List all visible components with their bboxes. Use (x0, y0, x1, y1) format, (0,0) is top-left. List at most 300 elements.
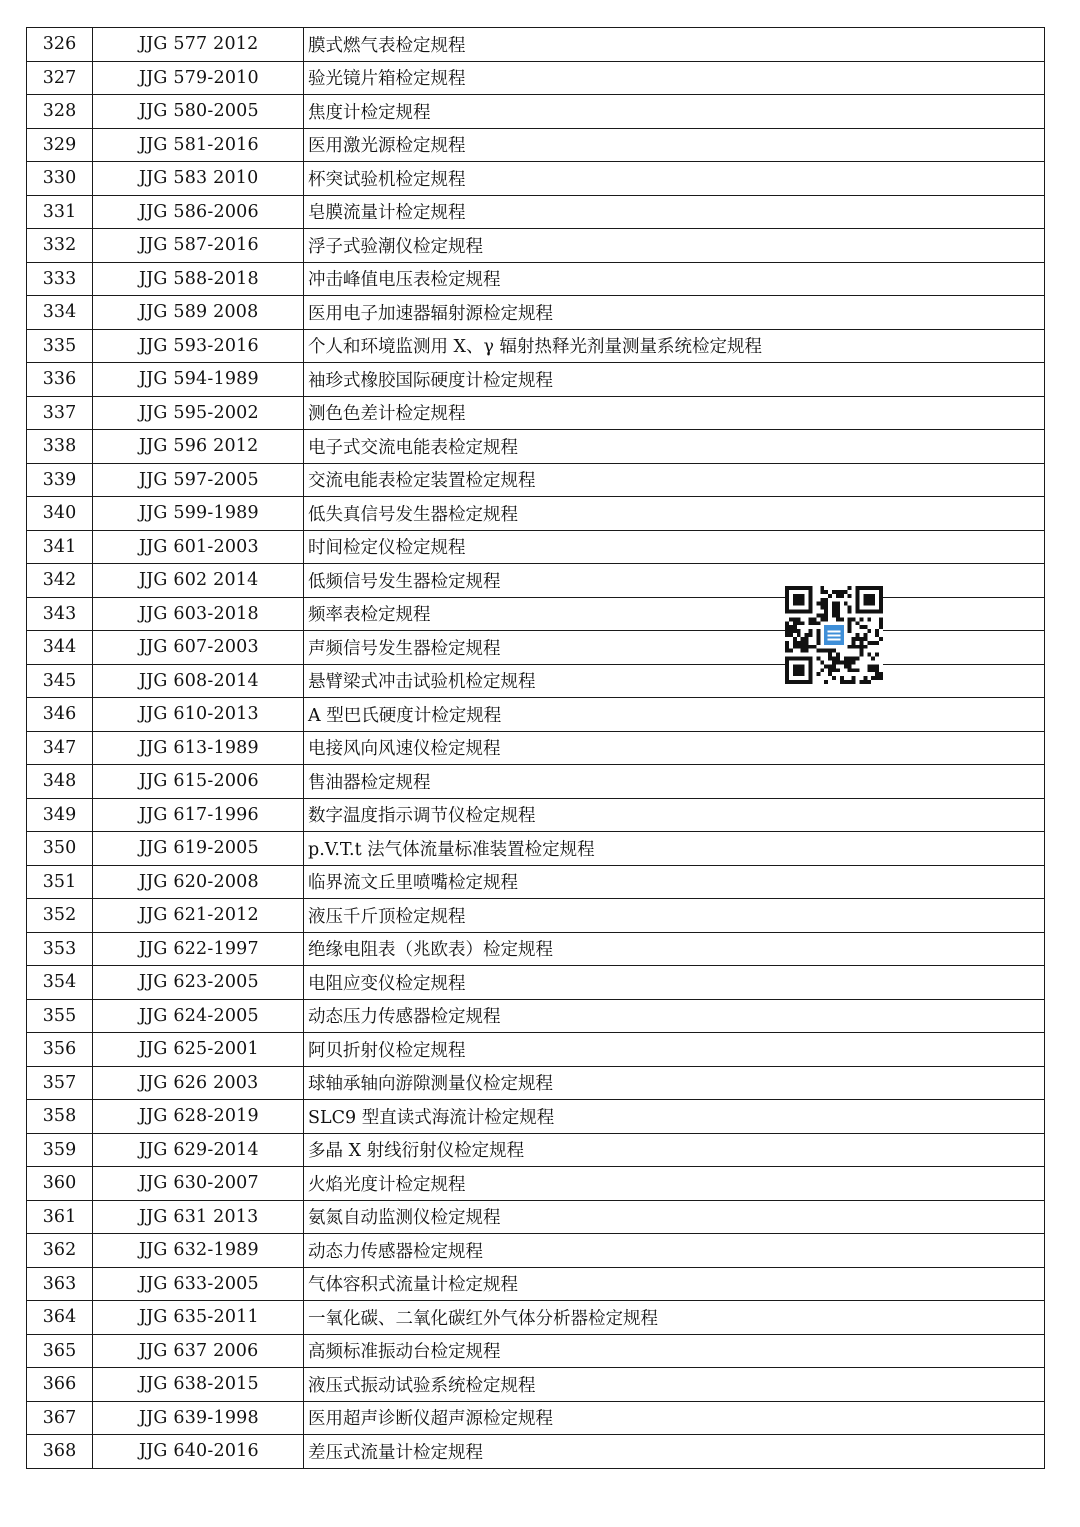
standard-code-cell: JJG 617-1996 (93, 798, 304, 832)
table-row (27, 832, 1045, 866)
qr-module (816, 672, 820, 676)
qr-module (867, 668, 871, 672)
standard-code-cell: JJG 579-2010 (93, 61, 304, 95)
qr-module (852, 637, 856, 641)
qr-module (789, 625, 793, 629)
qr-module (820, 590, 824, 594)
qr-module (844, 657, 848, 661)
qr-module (801, 637, 805, 641)
qr-module (848, 657, 852, 661)
qr-code-graphic (785, 586, 883, 684)
qr-module (852, 657, 856, 661)
qr-module (840, 680, 844, 684)
row-number-cell: 328 (27, 95, 93, 129)
qr-module (812, 621, 816, 625)
qr-module (852, 680, 856, 684)
qr-module (824, 606, 828, 610)
table-row (27, 631, 1045, 665)
standard-code-cell: JJG 607-2003 (93, 631, 304, 665)
qr-module (879, 637, 883, 641)
qr-module (816, 649, 820, 653)
row-number-cell: 368 (27, 1435, 93, 1469)
table-row (27, 1033, 1045, 1067)
qr-module (828, 672, 832, 676)
standard-code-cell: JJG 622-1997 (93, 932, 304, 966)
row-number-cell: 340 (27, 497, 93, 531)
table-row (27, 329, 1045, 363)
table-row (27, 865, 1045, 899)
regulation-name-cell: 个人和环境监测用 X、γ 辐射热释光剂量测量系统检定规程 (304, 329, 1045, 363)
qr-module (797, 645, 801, 649)
qr-module (863, 676, 867, 680)
qr-module (785, 621, 789, 625)
qr-module (848, 664, 852, 668)
qr-module (801, 641, 805, 645)
qr-module (836, 653, 840, 657)
standard-code-cell: JJG 633-2005 (93, 1267, 304, 1301)
qr-module (820, 586, 824, 590)
table-row (27, 664, 1045, 698)
qr-code-icon (785, 586, 883, 684)
qr-module (856, 657, 860, 661)
row-number-cell: 367 (27, 1401, 93, 1435)
qr-module (836, 660, 840, 664)
table-row (27, 1133, 1045, 1167)
regulation-name-cell: 电子式交流电能表检定规程 (304, 430, 1045, 464)
qr-module (816, 641, 820, 645)
row-number-cell: 341 (27, 530, 93, 564)
row-number-cell: 331 (27, 195, 93, 229)
regulation-name-cell: 多晶 X 射线衍射仪检定规程 (304, 1133, 1045, 1167)
qr-module (863, 633, 867, 637)
row-number-cell: 348 (27, 765, 93, 799)
qr-module (828, 594, 832, 598)
row-number-cell: 344 (27, 631, 93, 665)
qr-module (848, 586, 852, 590)
qr-module (856, 637, 860, 641)
regulation-name-cell: 袖珍式橡胶国际硬度计检定规程 (304, 363, 1045, 397)
table-row (27, 363, 1045, 397)
qr-module (867, 617, 871, 621)
regulation-name-cell: 球轴承轴向游隙测量仪检定规程 (304, 1066, 1045, 1100)
regulation-name-cell: 皂膜流量计检定规程 (304, 195, 1045, 229)
qr-module (852, 641, 856, 645)
qr-module (793, 621, 797, 625)
qr-module (844, 680, 848, 684)
qr-module (867, 664, 871, 668)
regulation-name-cell: A 型巴氏硬度计检定规程 (304, 698, 1045, 732)
qr-module (797, 621, 801, 625)
table-row (27, 999, 1045, 1033)
qr-module (844, 590, 848, 594)
qr-module (801, 649, 805, 653)
regulation-name-cell: SLC9 型直读式海流计检定规程 (304, 1100, 1045, 1134)
qr-module (848, 680, 852, 684)
row-number-cell: 347 (27, 731, 93, 765)
qr-module (812, 617, 816, 621)
qr-module (805, 649, 809, 653)
regulation-name-cell: 验光镜片箱检定规程 (304, 61, 1045, 95)
standard-code-cell: JJG 629-2014 (93, 1133, 304, 1167)
qr-module (816, 633, 820, 637)
qr-module (879, 672, 883, 676)
qr-module (867, 653, 871, 657)
table-row (27, 95, 1045, 129)
qr-module (824, 613, 828, 617)
table-row (27, 28, 1045, 62)
qr-module (871, 676, 875, 680)
regulation-name-cell: 数字温度指示调节仪检定规程 (304, 798, 1045, 832)
regulation-name-cell: 交流电能表检定装置检定规程 (304, 463, 1045, 497)
row-number-cell: 353 (27, 932, 93, 966)
qr-module (832, 590, 836, 594)
qr-module (863, 625, 867, 629)
qr-module (820, 649, 824, 653)
table-row (27, 162, 1045, 196)
qr-module (871, 657, 875, 661)
row-number-cell: 345 (27, 664, 93, 698)
regulation-name-cell: 膜式燃气表检定规程 (304, 28, 1045, 62)
qr-module (820, 668, 824, 672)
qr-module (875, 668, 879, 672)
row-number-cell: 364 (27, 1301, 93, 1335)
regulation-name-cell: 浮子式验潮仪检定规程 (304, 229, 1045, 263)
regulation-name-cell: 医用电子加速器辐射源检定规程 (304, 296, 1045, 330)
standard-code-cell: JJG 596 2012 (93, 430, 304, 464)
standard-code-cell: JJG 639-1998 (93, 1401, 304, 1435)
qr-module (848, 621, 852, 625)
row-number-cell: 337 (27, 396, 93, 430)
standard-code-cell: JJG 583 2010 (93, 162, 304, 196)
qr-module (805, 633, 809, 637)
table-row (27, 698, 1045, 732)
qr-module (848, 660, 852, 664)
qr-module (793, 641, 797, 645)
regulation-name-cell: 动态力传感器检定规程 (304, 1234, 1045, 1268)
regulation-list-page (26, 27, 1044, 1469)
qr-finder-core (793, 594, 805, 606)
table-row (27, 765, 1045, 799)
qr-module (824, 602, 828, 606)
row-number-cell: 346 (27, 698, 93, 732)
regulation-name-cell: 一氧化碳、二氧化碳红外气体分析器检定规程 (304, 1301, 1045, 1335)
qr-module (859, 653, 863, 657)
qr-module (879, 617, 883, 621)
regulation-name-cell: 售油器检定规程 (304, 765, 1045, 799)
qr-module (836, 594, 840, 598)
qr-module (848, 668, 852, 672)
table-row (27, 1200, 1045, 1234)
qr-module (789, 649, 793, 653)
qr-module (875, 641, 879, 645)
qr-module (856, 633, 860, 637)
standard-code-cell: JJG 595-2002 (93, 396, 304, 430)
table-row (27, 798, 1045, 832)
standard-code-cell: JJG 632-1989 (93, 1234, 304, 1268)
standard-code-cell: JJG 625-2001 (93, 1033, 304, 1067)
row-number-cell: 358 (27, 1100, 93, 1134)
row-number-cell: 327 (27, 61, 93, 95)
qr-module (785, 641, 789, 645)
qr-module (809, 633, 813, 637)
row-number-cell: 354 (27, 966, 93, 1000)
standard-code-cell: JJG 626 2003 (93, 1066, 304, 1100)
qr-logo-line (827, 631, 840, 633)
qr-module (789, 633, 793, 637)
row-number-cell: 361 (27, 1200, 93, 1234)
qr-module (836, 657, 840, 661)
regulation-name-cell: 频率表检定规程 (304, 597, 1045, 631)
row-number-cell: 342 (27, 564, 93, 598)
qr-module (859, 649, 863, 653)
row-number-cell: 343 (27, 597, 93, 631)
regulation-name-cell: 时间检定仪检定规程 (304, 530, 1045, 564)
row-number-cell: 355 (27, 999, 93, 1033)
row-number-cell: 362 (27, 1234, 93, 1268)
qr-module (863, 680, 867, 684)
qr-module (789, 629, 793, 633)
qr-module (824, 680, 828, 684)
qr-module (863, 645, 867, 649)
qr-module (879, 625, 883, 629)
qr-module (844, 660, 848, 664)
standard-code-cell: JJG 623-2005 (93, 966, 304, 1000)
qr-module (809, 621, 813, 625)
qr-module (809, 617, 813, 621)
table-row (27, 1100, 1045, 1134)
regulation-name-cell: 杯突试验机检定规程 (304, 162, 1045, 196)
table-row (27, 128, 1045, 162)
standard-code-cell: JJG 581-2016 (93, 128, 304, 162)
regulation-name-cell: 高频标准振动台检定规程 (304, 1334, 1045, 1368)
qr-module (820, 660, 824, 664)
regulation-name-cell: 医用超声诊断仪超声源检定规程 (304, 1401, 1045, 1435)
regulation-name-cell: 气体容积式流量计检定规程 (304, 1267, 1045, 1301)
qr-module (816, 629, 820, 633)
regulation-name-cell: 电阻应变仪检定规程 (304, 966, 1045, 1000)
qr-module (828, 657, 832, 661)
row-number-cell: 334 (27, 296, 93, 330)
row-number-cell: 352 (27, 899, 93, 933)
qr-module (809, 645, 813, 649)
row-number-cell: 359 (27, 1133, 93, 1167)
qr-module (859, 645, 863, 649)
standard-code-cell: JJG 594-1989 (93, 363, 304, 397)
regulation-name-cell: 阿贝折射仪检定规程 (304, 1033, 1045, 1067)
table-row (27, 1334, 1045, 1368)
regulation-name-cell: 医用激光源检定规程 (304, 128, 1045, 162)
regulation-name-cell: 绝缘电阻表（兆欧表）检定规程 (304, 932, 1045, 966)
standard-code-cell: JJG 608-2014 (93, 664, 304, 698)
qr-module (816, 621, 820, 625)
table-row (27, 932, 1045, 966)
qr-module (820, 617, 824, 621)
standard-code-cell: JJG 624-2005 (93, 999, 304, 1033)
qr-module (859, 680, 863, 684)
row-number-cell: 360 (27, 1167, 93, 1201)
qr-module (793, 645, 797, 649)
qr-module (867, 680, 871, 684)
qr-module (836, 610, 840, 614)
table-row (27, 262, 1045, 296)
table-row (27, 396, 1045, 430)
table-row (27, 1401, 1045, 1435)
regulation-name-cell: 动态压力传感器检定规程 (304, 999, 1045, 1033)
table-row (27, 899, 1045, 933)
standard-code-cell: JJG 580-2005 (93, 95, 304, 129)
standard-code-cell: JJG 628-2019 (93, 1100, 304, 1134)
qr-module (793, 629, 797, 633)
regulation-name-cell: 测色色差计检定规程 (304, 396, 1045, 430)
table-row (27, 1167, 1045, 1201)
row-number-cell: 333 (27, 262, 93, 296)
qr-module (867, 629, 871, 633)
qr-module (824, 649, 828, 653)
qr-module (809, 629, 813, 633)
row-number-cell: 326 (27, 28, 93, 62)
qr-module (867, 641, 871, 645)
qr-module (875, 664, 879, 668)
qr-module (785, 629, 789, 633)
qr-module (816, 613, 820, 617)
regulation-table (26, 27, 1045, 1469)
qr-module (801, 621, 805, 625)
qr-module (793, 625, 797, 629)
qr-module (824, 617, 828, 621)
row-number-cell: 329 (27, 128, 93, 162)
table-row (27, 597, 1045, 631)
standard-code-cell: JJG 621-2012 (93, 899, 304, 933)
regulation-name-cell: 冲击峰值电压表检定规程 (304, 262, 1045, 296)
qr-module (785, 625, 789, 629)
qr-module (859, 617, 863, 621)
qr-module (871, 641, 875, 645)
qr-module (820, 606, 824, 610)
qr-module (836, 602, 840, 606)
qr-module (875, 629, 879, 633)
qr-module (828, 664, 832, 668)
regulation-name-cell: 临界流文丘里喷嘴检定规程 (304, 865, 1045, 899)
qr-module (848, 629, 852, 633)
qr-module (863, 637, 867, 641)
standard-code-cell: JJG 587-2016 (93, 229, 304, 263)
qr-module (852, 676, 856, 680)
row-number-cell: 356 (27, 1033, 93, 1067)
qr-module (836, 606, 840, 610)
qr-module (801, 645, 805, 649)
standard-code-cell: JJG 601-2003 (93, 530, 304, 564)
row-number-cell: 330 (27, 162, 93, 196)
regulation-name-cell: 液压式振动试验系统检定规程 (304, 1368, 1045, 1402)
table-row (27, 1267, 1045, 1301)
qr-module (852, 645, 856, 649)
qr-module (805, 637, 809, 641)
qr-module (848, 645, 852, 649)
qr-module (875, 676, 879, 680)
qr-module (832, 660, 836, 664)
qr-module (785, 645, 789, 649)
qr-module (848, 625, 852, 629)
qr-module (848, 606, 852, 610)
standard-code-cell: JJG 588-2018 (93, 262, 304, 296)
qr-module (820, 602, 824, 606)
table-row (27, 1368, 1045, 1402)
qr-module (859, 637, 863, 641)
qr-module (824, 664, 828, 668)
regulation-name-cell: 低频信号发生器检定规程 (304, 564, 1045, 598)
qr-module (832, 664, 836, 668)
table-row (27, 296, 1045, 330)
row-number-cell: 338 (27, 430, 93, 464)
row-number-cell: 332 (27, 229, 93, 263)
qr-module (844, 664, 848, 668)
qr-module (797, 641, 801, 645)
standard-code-cell: JJG 635-2011 (93, 1301, 304, 1335)
qr-module (832, 602, 836, 606)
qr-module (832, 657, 836, 661)
qr-module (828, 668, 832, 672)
qr-module (840, 594, 844, 598)
qr-module (793, 637, 797, 641)
qr-module (824, 610, 828, 614)
row-number-cell: 351 (27, 865, 93, 899)
row-number-cell: 336 (27, 363, 93, 397)
standard-code-cell: JJG 640-2016 (93, 1435, 304, 1469)
table-row (27, 731, 1045, 765)
qr-module (852, 660, 856, 664)
row-number-cell: 350 (27, 832, 93, 866)
qr-module (820, 598, 824, 602)
qr-module (832, 606, 836, 610)
row-number-cell: 357 (27, 1066, 93, 1100)
qr-module (824, 590, 828, 594)
qr-module (797, 633, 801, 637)
qr-module (840, 676, 844, 680)
qr-module (875, 672, 879, 676)
row-number-cell: 365 (27, 1334, 93, 1368)
standard-code-cell: JJG 620-2008 (93, 865, 304, 899)
qr-logo-line (827, 635, 840, 637)
standard-code-cell: JJG 619-2005 (93, 832, 304, 866)
qr-module (879, 621, 883, 625)
qr-module (797, 629, 801, 633)
qr-finder-core (863, 594, 875, 606)
qr-module (859, 625, 863, 629)
regulation-name-cell: 电接风向风速仪检定规程 (304, 731, 1045, 765)
standard-code-cell: JJG 586-2006 (93, 195, 304, 229)
qr-module (875, 653, 879, 657)
qr-module (856, 668, 860, 672)
row-number-cell: 349 (27, 798, 93, 832)
qr-module (856, 621, 860, 625)
standard-code-cell: JJG 593-2016 (93, 329, 304, 363)
qr-module (785, 633, 789, 637)
qr-module (836, 668, 840, 672)
standard-code-cell: JJG 638-2015 (93, 1368, 304, 1402)
regulation-name-cell: 焦度计检定规程 (304, 95, 1045, 129)
qr-module (812, 645, 816, 649)
table-row (27, 966, 1045, 1000)
regulation-name-cell: 差压式流量计检定规程 (304, 1435, 1045, 1469)
qr-module (840, 617, 844, 621)
qr-module (875, 633, 879, 637)
qr-module (805, 641, 809, 645)
standard-code-cell: JJG 630-2007 (93, 1167, 304, 1201)
qr-module (832, 676, 836, 680)
table-row (27, 530, 1045, 564)
qr-module (816, 602, 820, 606)
qr-module (797, 617, 801, 621)
